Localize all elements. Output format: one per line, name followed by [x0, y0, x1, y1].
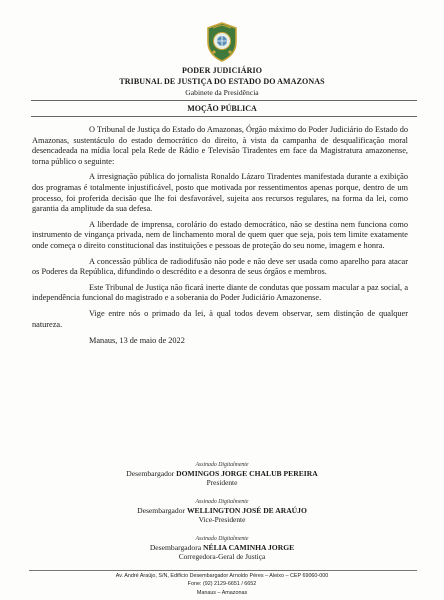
signature-block-corregedora: [0, 536, 444, 561]
signatory-role: Presidente: [206, 478, 238, 487]
signatory-role: Corregedora-Geral de Justiça: [178, 552, 266, 561]
coat-of-arms-icon: [205, 22, 239, 62]
paragraph: Vige entre nós o primado da lei, à qual todos devem observar, sem distinção de qualquer natureza.: [32, 308, 408, 329]
institution-name: PODER JUDICIÁRIO: [181, 66, 263, 75]
paragraph: O Tribunal de Justiça do Estado do Amazonas, Órgão máximo do Poder Judiciário do Estado do Amazonas, sustentáculo do estado democrático do direito, à vista da campanha de desqualificação moral desencadeada na mídia local pela Rede de Rádio e Televisão Tiradentes em face da Magistratura amazonense, torna público o seguinte:: [32, 125, 408, 166]
signatory-role: Vice-Presidente: [198, 515, 246, 524]
digital-signature-label: Assinado Digitalmente: [195, 499, 249, 505]
document-body: [32, 125, 408, 347]
paragraph: A irresignação pública do jornalista Ronaldo Lázaro Tiradentes manifestada durante a exibição dos programas é totalmente injustificável, posto que motivada por ressentimentos apenas porque, dentro de um processo, foi proferida decisão que lhe foi desfavorável, sujeita aos recursos regulares, na forma da lei, como garantia da amplitude da sua defesa.: [32, 172, 408, 214]
footer-city: Manaus – Amazonas: [196, 590, 248, 596]
court-name: TRIBUNAL DE JUSTIÇA DO ESTADO DO AMAZONAS: [119, 77, 325, 86]
digital-signature-label: Assinado Digitalmente: [195, 536, 249, 542]
signatory-name: Desembargadora NÉLIA CAMINHA JORGE: [149, 543, 295, 552]
document-title: MOÇÃO PÚBLICA: [187, 104, 257, 113]
footer-phone: Fone: (92) 2129-6651 / 6652: [187, 581, 257, 587]
title-divider: [31, 116, 417, 117]
signature-block-president: [0, 462, 444, 487]
signatory-name: Desembargador DOMINGOS JORGE CHALUB PEREIRA: [126, 469, 318, 478]
header-divider: [31, 100, 417, 101]
footer-divider: [29, 570, 417, 571]
footer-address: Av. André Araújo, S/N, Edifício Desembargador Arnoldo Péres – Aleixo – CEP 69060-000: [115, 573, 329, 579]
digital-signature-label: Assinado Digitalmente: [195, 462, 249, 468]
signatory-name: Desembargador WELLINGTON JOSÉ DE ARAÚJO: [137, 506, 307, 515]
document-date: Manaus, 13 de maio de 2022: [89, 336, 185, 346]
office-name: Gabinete da Presidência: [185, 88, 259, 97]
signature-block-vice-president: [0, 499, 444, 524]
paragraph: Este Tribunal de Justiça não ficará inerte diante de condutas que possam macular a paz social, a independência funcional do magistrado e a soberania do Poder Judiciário Amazonense.: [32, 282, 408, 303]
paragraph: A liberdade de imprensa, corolário do estado democrático, não se destina nem funciona como instrumento de vingança privada, nem de linchamento moral de quem quer que seja, pois tem limite exatamente onde começa o direito constitucional das instituições e pessoas de proteção do seu nome, imagem e honra.: [32, 219, 408, 250]
paragraph: A concessão pública de radiodifusão não pode e não deve ser usada como aparelho para atacar os Poderes da República, difundindo o descrédito e a desonra de seus órgãos e membros.: [32, 256, 408, 277]
